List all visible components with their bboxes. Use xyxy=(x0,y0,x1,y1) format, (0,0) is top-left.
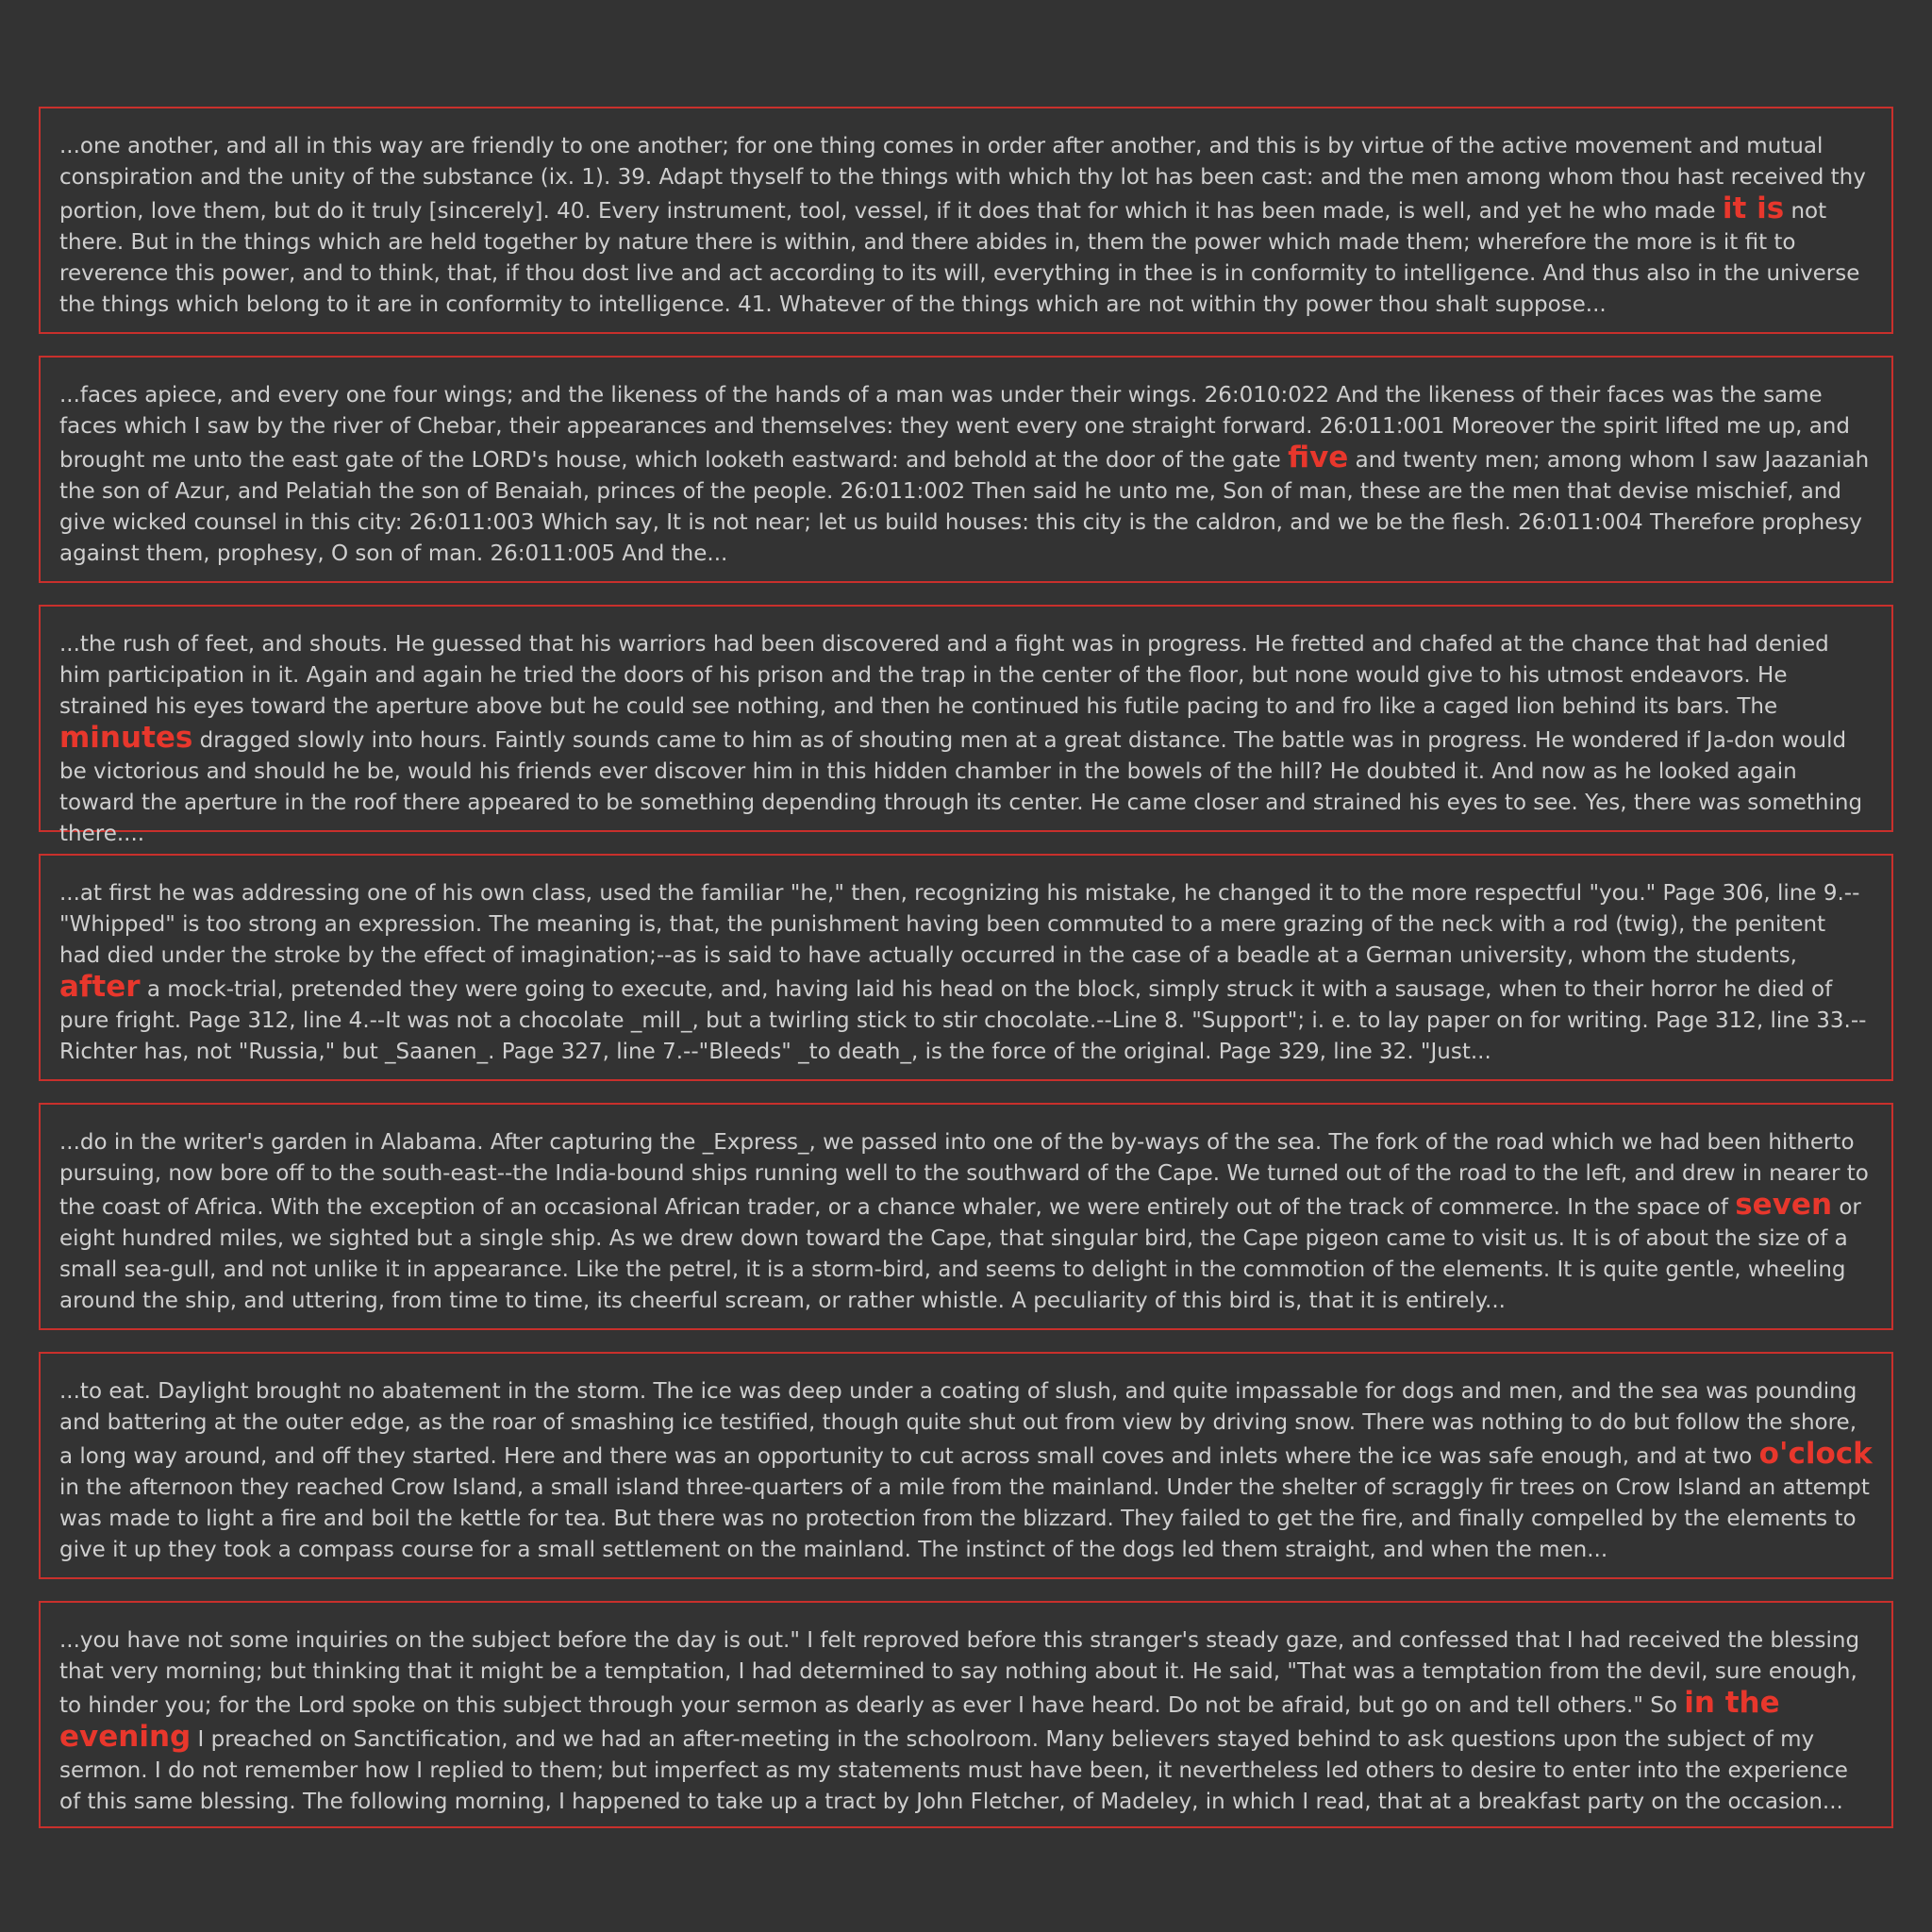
snippet-highlight: it is xyxy=(1722,192,1785,225)
snippet-text-before: ...you have not some inquiries on the subject before the day is out." I felt reproved before this stranger's steady gaze, and confessed that I had received the blessing that very morning; but thinking that it might be a temptation, I had determined to say nothing about it. He said, "That was a temptation from the devil, sure enough, to hinder you; for the Lord spoke on this subject through your sermon as dearly as ever I have heard. Do not be afraid, but go on and tell others." So xyxy=(59,1628,1860,1718)
snippet-text-after: I preached on Sanctification, and we had an after-meeting in the schoolroom. Many believers stayed behind to ask questions upon the subject of my sermon. I do not remember how I replied to them; but imperfect as my statements must have been, it nevertheless led others to desire to enter into the experience of this same blessing. The following morning, I happened to take up a tract by John Fletcher, of Madeley, in which I read, that at a breakfast party on the occasion... xyxy=(59,1727,1848,1814)
snippet-text-before: ...one another, and all in this way are friendly to one another; for one thing comes in order after another, and this is by virtue of the active movement and mutual conspiration and the unity of the substance (ix. 1). 39. Adapt thyself to the things with which thy lot has been cast: and the men among whom thou hast received thy portion, love them, but do it truly [sincerely]. 40. Every instrument, tool, vessel, if it does that for which it has been made, is well, and yet he who made xyxy=(59,134,1866,224)
snippet-card xyxy=(39,356,1893,583)
snippet-text-after: not there. But in the things which are held together by nature there is within, and there abides in, them the power which made them; wherefore the more is it fit to reverence this power, and to think, that, if thou dost live and act according to its will, everything in thee is in conformity to intelligence. And thus also in the universe the things which belong to it are in conformity to intelligence. 41. Whatever of the things which are not within thy power thou shalt suppose... xyxy=(59,199,1860,317)
snippet-text-before: ...do in the writer's garden in Alabama. After capturing the _Express_, we passed into one of the by-ways of the sea. The fork of the road which we had been hitherto pursuing, now bore off to the south-east--the India-bound ships running well to the southward of the Cape. We turned out of the road to the left, and drew in nearer to the coast of Africa. With the exception of an occasional African trader, or a chance whaler, we were entirely out of the track of commerce. In the space of xyxy=(59,1130,1869,1220)
snippet-text-after: or eight hundred miles, we sighted but a single ship. As we drew down toward the Cape, that singular bird, the Cape pigeon came to visit us. It is of about the size of a small sea-gull, and not unlike it in appearance. Like the petrel, it is a storm-bird, and seems to delight in the commotion of the elements. It is quite gentle, wheeling around the ship, and uttering, from time to time, its cheerful scream, or rather whistle. A peculiarity of this bird is, that it is entirely... xyxy=(59,1195,1861,1313)
snippet-highlight: in the evening xyxy=(59,1686,1780,1754)
snippet-text-before: ...the rush of feet, and shouts. He guessed that his warriors had been discovered and a fight was in progress. He fretted and chafed at the chance that had denied him participation in it. Again and again he tried the doors of his prison and the trap in the center of the floor, but none would give to his utmost endeavors. He strained his eyes toward the aperture above but he could see nothing, and then he continued his futile pacing to and fro like a caged lion behind its bars. The xyxy=(59,632,1829,719)
snippet-card xyxy=(39,1352,1893,1579)
snippet-highlight: five xyxy=(1288,441,1349,475)
snippet-card xyxy=(39,605,1893,846)
snippet-highlight: minutes xyxy=(59,721,193,755)
snippet-highlight: after xyxy=(59,970,141,1004)
snippet-highlight: o'clock xyxy=(1758,1437,1873,1471)
snippet-text-after: in the afternoon they reached Crow Island, a small island three-quarters of a mile from the mainland. Under the shelter of scraggly fir trees on Crow Island an attempt was made to light a fire and boil the kettle for tea. But there was no protection from the blizzard. They failed to get the fire, and finally compelled by the elements to give it up they took a compass course for a small settlement on the mainland. The instinct of the dogs led them straight, and when the men... xyxy=(59,1475,1870,1562)
snippet-text-before: ...to eat. Daylight brought no abatement in the storm. The ice was deep under a coating of slush, and quite impassable for dogs and men, and the sea was pounding and battering at the outer edge, as the roar of smashing ice testified, though quite shut out from view by driving snow. There was nothing to do but follow the shore, a long way around, and off they started. Here and there was an opportunity to cut across small coves and inlets where the ice was safe enough, and at two xyxy=(59,1379,1857,1469)
snippet-text-after: a mock-trial, pretended they were going to execute, and, having laid his head on the block, simply struck it with a sausage, when to their horror he died of pure fright. Page 312, line 4.--It was not a chocolate _mill_, but a twirling stick to stir chocolate.--Line 8. "Support"; i. e. to lay paper on for writing. Page 312, line 33.--Richter has, not "Russia," but _Saanen_. Page 327, line 7.--"Bleeds" _to death_, is the force of the original. Page 329, line 32. "Just... xyxy=(59,977,1867,1064)
snippet-text-after: dragged slowly into hours. Faintly sounds came to him as of shouting men at a great distance. The battle was in progress. He wondered if Ja-don would be victorious and should he be, would his friends ever discover him in this hidden chamber in the bowels of the hill? He doubted it. And now as he looked again toward the aperture in the roof there appeared to be something depending through its center. He came closer and strained his eyes to see. Yes, there was something there.... xyxy=(59,728,1863,846)
snippet-highlight: seven xyxy=(1735,1188,1833,1222)
snippet-card xyxy=(39,854,1893,1081)
snippet-list xyxy=(39,107,1893,1850)
snippet-card xyxy=(39,107,1893,334)
snippet-text-before: ...at first he was addressing one of his own class, used the familiar "he," then, recognizing his mistake, he changed it to the more respectful "you." Page 306, line 9.--"Whipped" is too strong an expression. The meaning is, that, the punishment having been commuted to a mere grazing of the neck with a rod (twig), the penitent had died under the stroke by the effect of imagination;--as is said to have actually occurred in the case of a beadle at a German university, whom the students, xyxy=(59,881,1860,968)
snippet-card xyxy=(39,1601,1893,1828)
snippet-text-before: ...faces apiece, and every one four wings; and the likeness of the hands of a man was under their wings. 26:010:022 And the likeness of their faces was the same faces which I saw by the river of Chebar, their appearances and themselves: they went every one straight forward. 26:011:001 Moreover the spirit lifted me up, and brought me unto the east gate of the LORD's house, which looketh eastward: and behold at the door of the gate xyxy=(59,383,1850,473)
snippet-card xyxy=(39,1103,1893,1330)
snippet-text-after: and twenty men; among whom I saw Jaazaniah the son of Azur, and Pelatiah the son of Benaiah, princes of the people. 26:011:002 Then said he unto me, Son of man, these are the men that devise mischief, and give wicked counsel in this city: 26:011:003 Which say, It is not near; let us build houses: this city is the caldron, and we be the flesh. 26:011:004 Therefore prophesy against them, prophesy, O son of man. 26:011:005 And the... xyxy=(59,448,1870,566)
